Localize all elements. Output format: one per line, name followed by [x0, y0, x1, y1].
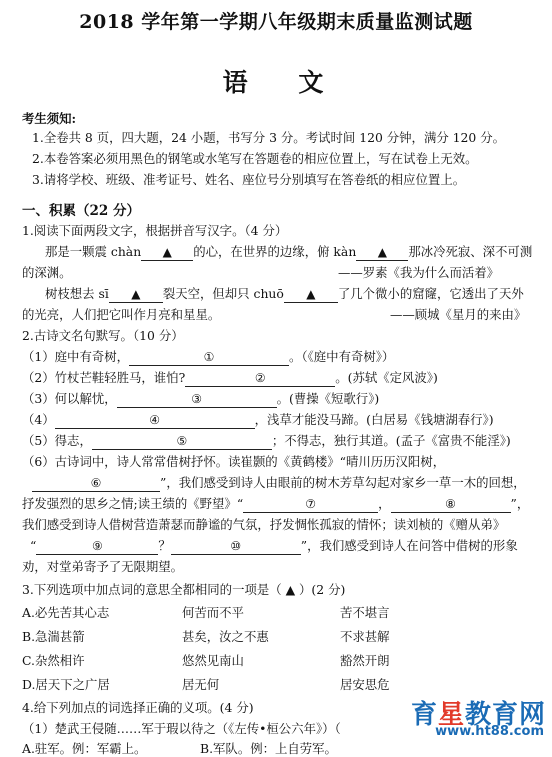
q2-line-7: ⑥ ”，我们感受到诗人由眼前的树木芳草勾起对家乡一草一木的回想， [32, 475, 526, 492]
subject-title: 语 文 [222, 68, 330, 97]
q1-para2-line2: 的光亮，人们把它叫作月亮和星星。 [22, 307, 221, 322]
q2-line-8: 抒发强烈的思乡之情;读王绩的《野望》“ ⑦ ， ⑧ ”， [22, 496, 530, 511]
q4-prompt: 4.给下列加点的词选择正确的义项。(4 分) [22, 700, 254, 715]
q3-option-a: A.必先苦其心志 [22, 605, 110, 620]
q1-para1-line2: 的深渊。 [22, 265, 72, 280]
q3-option-c-2: 悠然见南山 [182, 653, 244, 668]
q2-line-11: 劝，对堂弟寄予了无限期望。 [22, 559, 184, 574]
notice-item-2: 2.本卷答案必须用黑色的钢笔或水笔写在答题卷的相应位置上，写在试卷上无效。 [32, 151, 478, 166]
answer-blank[interactable] [141, 244, 193, 261]
notice-heading: 考生须知: [22, 111, 77, 126]
answer-blank[interactable]: ⑧ [391, 496, 511, 513]
q2-line-9: 我们感受到诗人借树营造萧瑟而静谧的气氛，抒发惆怅孤寂的情怀；读刘桢的《赠从弟》 [22, 517, 506, 532]
q2-line-6: （6）古诗词中，诗人常常借树抒怀。读崔颢的《黄鹤楼》“晴川历历汉阳树， [22, 454, 446, 469]
q1-source-1: ——罗素《我为什么而活着》 [338, 265, 500, 280]
notice-item-1: 1.全卷共 8 页，四大题，24 小题，书写分 3 分。考试时间 120 分钟，满分 120 分。 [32, 130, 506, 145]
answer-blank[interactable]: ② [185, 370, 335, 387]
q2-line-3: （3）何以解忧， ③ 。(曹操《短歌行》) [22, 391, 380, 406]
q3-option-c: C.杂然相许 [22, 653, 85, 668]
q3-option-b-2: 甚矣，汝之不惠 [182, 629, 269, 644]
triangle-marker-icon: ▲ [162, 245, 172, 259]
answer-blank[interactable]: ④ [55, 412, 255, 429]
answer-blank[interactable]: ① [129, 349, 289, 366]
answer-blank[interactable] [284, 286, 338, 303]
q1-para2-line1: 树枝想去 sī ▲ 裂天空，但却只 chuō ▲ 了几个微小的窟窿，它透出了天外 [45, 286, 524, 301]
answer-blank[interactable]: ③ [117, 391, 277, 408]
notice-item-3: 3.请将学校、班级、准考证号、姓名、座位号分别填写在答卷纸的相应位置上。 [32, 172, 466, 187]
answer-blank[interactable]: ⑩ [171, 538, 301, 555]
answer-blank[interactable] [109, 286, 163, 303]
q3-option-a-3: 苦不堪言 [340, 605, 390, 620]
q1-para1-line1: 那是一颗震 chàn ▲ 的心，在世界的边缘，俯 kàn ▲ 那冰冷死寂、深不可测 [45, 244, 533, 259]
section-heading: 一、积累（22 分） [22, 203, 140, 219]
q2-line-1: （1）庭中有奇树， ① 。（《庭中有奇树》） [22, 349, 395, 364]
q4-option-b: B.军队。例：上自劳军。 [200, 741, 337, 756]
q3-option-d-3: 居安思危 [340, 677, 390, 692]
q2-line-10: “ ⑨ ？ ⑩ ”，我们感受到诗人在问答中借树的形象 [30, 538, 518, 553]
q3-option-d-2: 居无何 [182, 677, 220, 692]
answer-blank[interactable]: ⑦ [243, 496, 378, 513]
q3-option-a-2: 何苦而不平 [182, 605, 244, 620]
q4-line-1: （1）楚武王侵随……军于瑕以待之（《左传•桓公六年》）（ [22, 721, 341, 736]
answer-blank[interactable]: ⑤ [92, 433, 272, 450]
triangle-marker-icon: ▲ [306, 287, 316, 301]
triangle-marker-icon: ▲ [131, 287, 141, 301]
triangle-marker-icon: ▲ [377, 245, 387, 259]
q3-option-d: D.居天下之广居 [22, 677, 110, 692]
page-title: 2018 学年第一学期八年级期末质量监测试题 [79, 11, 473, 33]
answer-blank[interactable]: ⑥ [32, 475, 160, 492]
watermark-url: www.ht88.com [435, 724, 544, 739]
q4-option-a: A.驻军。例：军霸上。 [22, 741, 147, 756]
q2-line-2: （2）竹杖芒鞋轻胜马，谁怕? ② 。(苏轼《定风波》) [22, 370, 438, 385]
watermark-title: 育星教育网 [410, 700, 546, 730]
answer-blank[interactable]: ⑨ [36, 538, 158, 555]
q2-line-4: （4） ④ ，浅草才能没马蹄。(白居易《钱塘湖春行》) [22, 412, 494, 427]
q1-prompt: 1.阅读下面两段文字，根据拼音写汉字。（4 分） [22, 223, 288, 238]
watermark-logo [388, 690, 552, 741]
q3-prompt: 3.下列选项中加点词的意思全都相同的一项是（ ▲ ）(2 分) [22, 582, 346, 597]
q2-prompt: 2.古诗文名句默写。（10 分） [22, 328, 184, 343]
q1-source-2: ——顾城《星月的来由》 [390, 307, 527, 322]
q3-option-b: B.急湍甚箭 [22, 629, 85, 644]
answer-blank[interactable] [356, 244, 408, 261]
q3-option-b-3: 不求甚解 [340, 629, 390, 644]
star-icon: 星 [437, 700, 465, 730]
q3-option-c-3: 豁然开朗 [340, 653, 390, 668]
q2-line-5: （5）得志， ⑤ ；不得志，独行其道。(孟子《富贵不能淫》) [22, 433, 511, 448]
